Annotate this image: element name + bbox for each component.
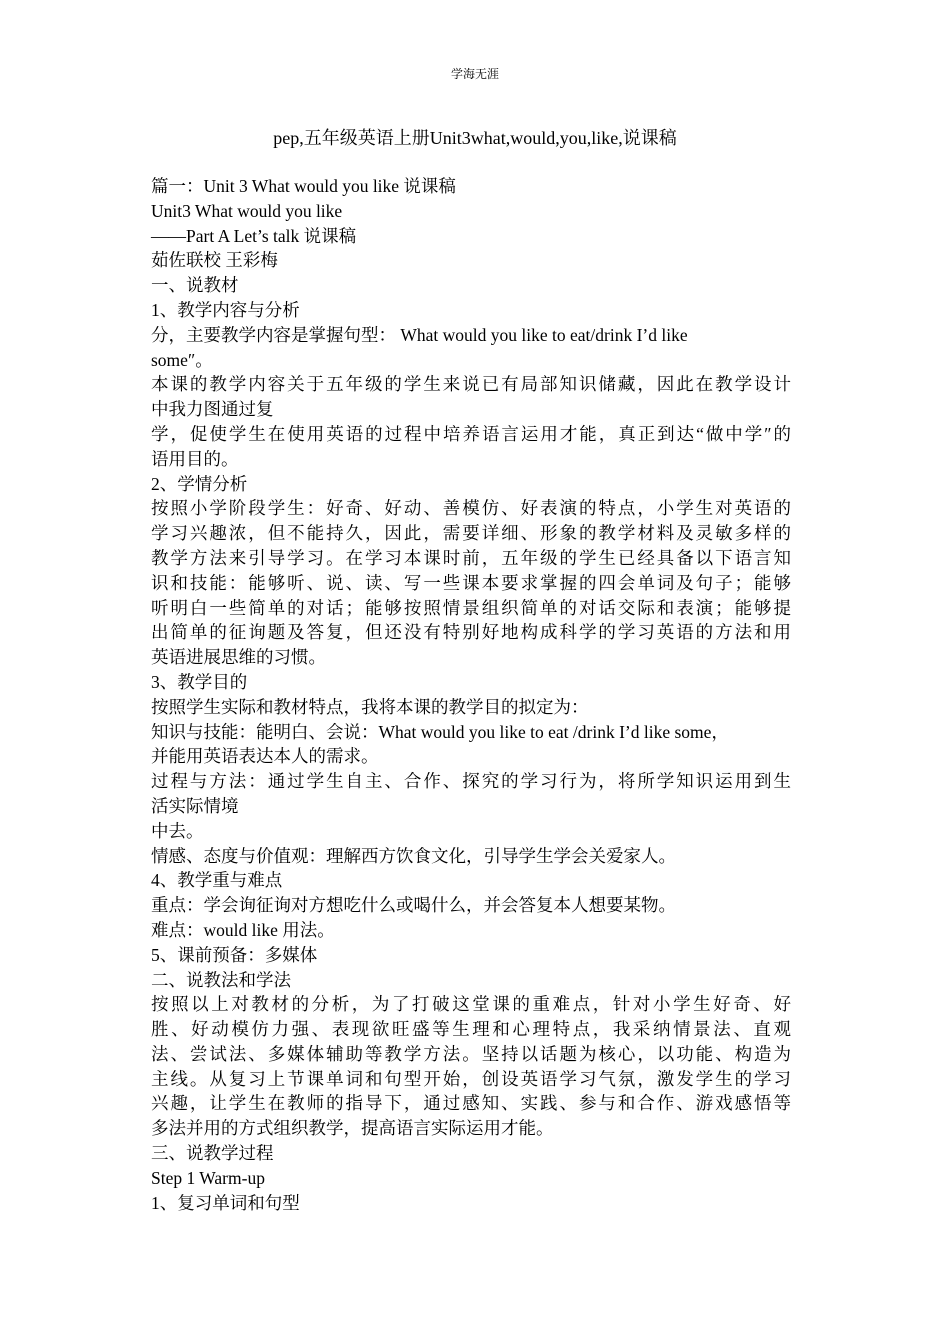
text-line: 茹佐联校 王彩梅 bbox=[151, 250, 278, 271]
text-line: 英语进展思维的习惯。 bbox=[151, 647, 326, 668]
text-line: 1、复习单词和句型 bbox=[151, 1192, 300, 1213]
text-line: 本课的教学内容关于五年级的学生来说已有局部知识储藏，因此在教学设计 bbox=[151, 374, 791, 395]
text-line: 难点：would like 用法。 bbox=[151, 919, 335, 940]
text-line: 重点：学会询征询对方想吃什么或喝什么，并会答复本人想要某物。 bbox=[151, 895, 676, 916]
text-line: 3、教学目的 bbox=[151, 671, 248, 692]
text-line: 篇一：Unit 3 What would you like 说课稿 bbox=[151, 176, 456, 196]
text-line: some″。 bbox=[151, 349, 213, 370]
text-line: 学习兴趣浓，但不能持久，因此，需要详细、形象的教学材料及灵敏多样的 bbox=[151, 523, 791, 544]
text-line: 按照以上对教材的分析，为了打破这堂课的重难点，针对小学生好奇、好 bbox=[151, 994, 791, 1015]
text-line: 中去。 bbox=[151, 820, 204, 841]
text-line: 1、教学内容与分析 bbox=[151, 299, 300, 320]
text-line: 出简单的征询题及答复，但还没有特别好地构成科学的学习英语的方法和用 bbox=[151, 622, 791, 643]
text-line: 2、学情分析 bbox=[151, 473, 248, 494]
text-line: 三、说教学过程 bbox=[151, 1143, 274, 1164]
text-line: 分，主要教学内容是掌握句型： What would you like to eat/drink I’d like bbox=[151, 324, 688, 345]
text-line: ——Part A Let’s talk 说课稿 bbox=[151, 225, 357, 246]
text-line: 识和技能：能够听、说、读、写一些课本要求掌握的四会单词及句子；能够 bbox=[151, 572, 791, 593]
text-line: 主线。从复习上节课单词和句型开始，创设英语学习气氛，激发学生的学习 bbox=[151, 1068, 791, 1089]
text-line: Step 1 Warm-up bbox=[151, 1167, 265, 1188]
document-title: pep,五年级英语上册Unit3what,would,you,like,说课稿 bbox=[273, 128, 677, 148]
text-line: 4、教学重与难点 bbox=[151, 870, 283, 891]
page-header: 学海无涯 bbox=[450, 67, 499, 81]
text-line: 活实际情境 bbox=[151, 795, 239, 816]
text-line: Unit3 What would you like bbox=[151, 200, 343, 221]
text-line: 按照小学阶段学生：好奇、好动、善模仿、好表演的特点，小学生对英语的 bbox=[151, 498, 791, 519]
text-line: 情感、态度与价值观：理解西方饮食文化，引导学生学会关爱家人。 bbox=[151, 845, 676, 866]
text-line: 按照学生实际和教材特点，我将本课的教学目的拟定为： bbox=[151, 696, 589, 717]
text-line: 并能用英语表达本人的需求。 bbox=[151, 746, 379, 767]
text-line: 学，促使学生在使用英语的过程中培养语言运用才能，真正到达“做中学″的 bbox=[151, 423, 791, 444]
text-line: 中我力图通过复 bbox=[151, 399, 274, 420]
text-line: 一、说教材 bbox=[151, 275, 239, 296]
text-line: 法、尝试法、多媒体辅助等教学方法。坚持以话题为核心，以功能、构造为 bbox=[151, 1043, 791, 1064]
text-line: 过程与方法：通过学生自主、合作、探究的学习行为，将所学知识运用到生 bbox=[151, 771, 791, 792]
text-line: 知识与技能：能明白、会说：What would you like to eat /drink I’d like some， bbox=[151, 721, 729, 742]
document-body bbox=[151, 174, 791, 1215]
text-line: 多法并用的方式组织教学，提高语言实际运用才能。 bbox=[151, 1118, 554, 1139]
text-line: 听明白一些简单的对话；能够按照情景组织简单的对话交际和表演；能够提 bbox=[151, 597, 791, 618]
text-line: 胜、好动模仿力强、表现欲旺盛等生理和心理特点，我采纳情景法、直观 bbox=[151, 1019, 791, 1040]
text-line: 教学方法来引导学习。在学习本课时前，五年级的学生已经具备以下语言知 bbox=[151, 547, 791, 568]
text-line: 二、说教法和学法 bbox=[151, 969, 291, 990]
text-line: 5、课前预备：多媒体 bbox=[151, 944, 318, 965]
text-line: 兴趣，让学生在教师的指导下，通过感知、实践、参与和合作、游戏感悟等 bbox=[151, 1093, 791, 1114]
text-line: 语用目的。 bbox=[151, 448, 239, 469]
